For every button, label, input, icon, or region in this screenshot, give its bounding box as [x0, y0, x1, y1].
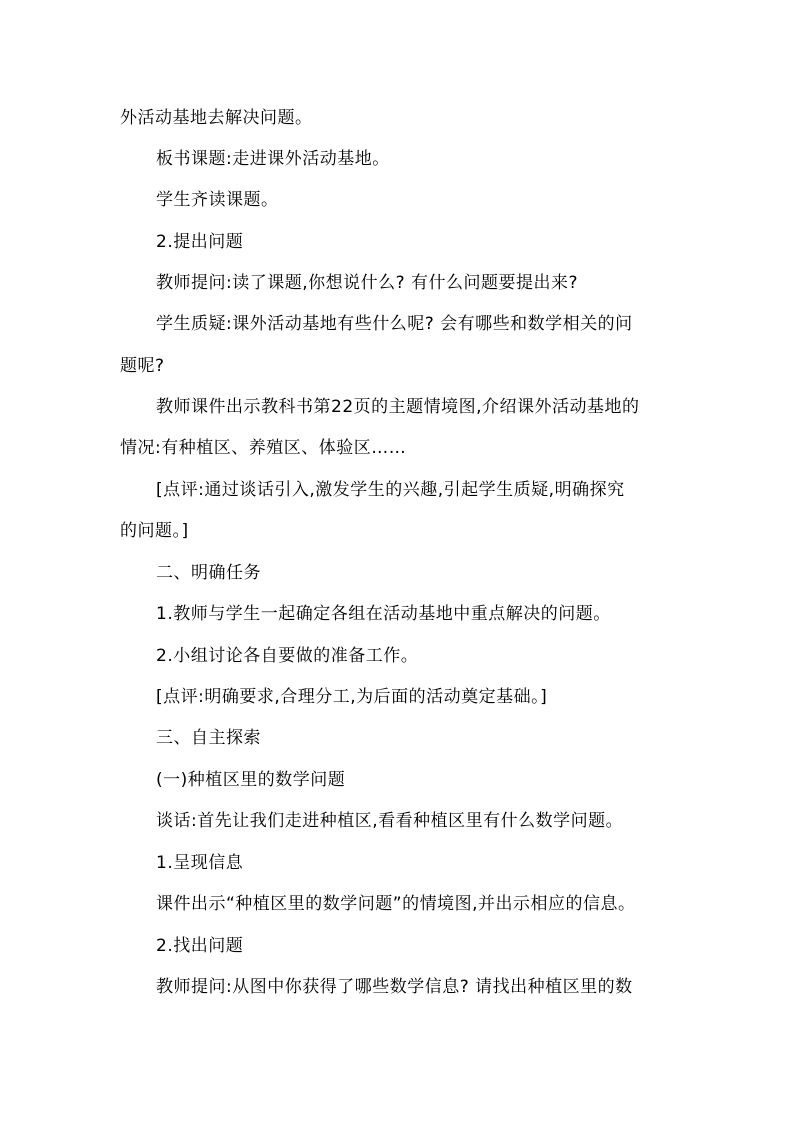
text-line: 课件出示“种植区里的数学问题”的情境图,并出示相应的信息。 [156, 894, 636, 914]
text-line: 教师提问:从图中你获得了哪些数学信息? 请找出种植区里的数 [156, 977, 633, 997]
text-line: 外活动基地去解决问题。 [120, 108, 313, 128]
subsection-heading: (一)种植区里的数学问题 [156, 770, 346, 790]
text-line: 板书课题:走进课外活动基地。 [156, 149, 390, 169]
section-heading: 2.找出问题 [156, 936, 244, 956]
text-line: 学生质疑:课外活动基地有些什么呢? 会有哪些和数学相关的问 [156, 314, 633, 334]
text-line: 2.小组讨论各自要做的准备工作。 [156, 646, 419, 666]
section-heading: 三、自主探索 [156, 728, 261, 748]
text-line: 1.教师与学生一起确定各组在活动基地中重点解决的问题。 [156, 604, 611, 624]
comment-line: [点评:通过谈话引入,激发学生的兴趣,引起学生质疑,明确探究 [156, 480, 625, 500]
text-line: 谈话:首先让我们走进种植区,看看种植区里有什么数学问题。 [156, 811, 624, 831]
section-heading: 1.呈现信息 [156, 853, 244, 873]
text-line: 题呢? [120, 356, 165, 376]
text-line: 教师课件出示教科书第22页的主题情境图,介绍课外活动基地的 [156, 397, 640, 417]
comment-line: [点评:明确要求,合理分工,为后面的活动奠定基础。] [156, 687, 548, 707]
text-line: 情况:有种植区、养殖区、体验区…… [120, 438, 407, 458]
comment-line: 的问题。] [120, 521, 189, 541]
section-heading: 2.提出问题 [156, 232, 244, 252]
section-heading: 二、明确任务 [156, 563, 261, 583]
text-line: 学生齐读课题。 [156, 190, 279, 210]
text-line: 教师提问:读了课题,你想说什么? 有什么问题要提出来? [156, 273, 579, 293]
